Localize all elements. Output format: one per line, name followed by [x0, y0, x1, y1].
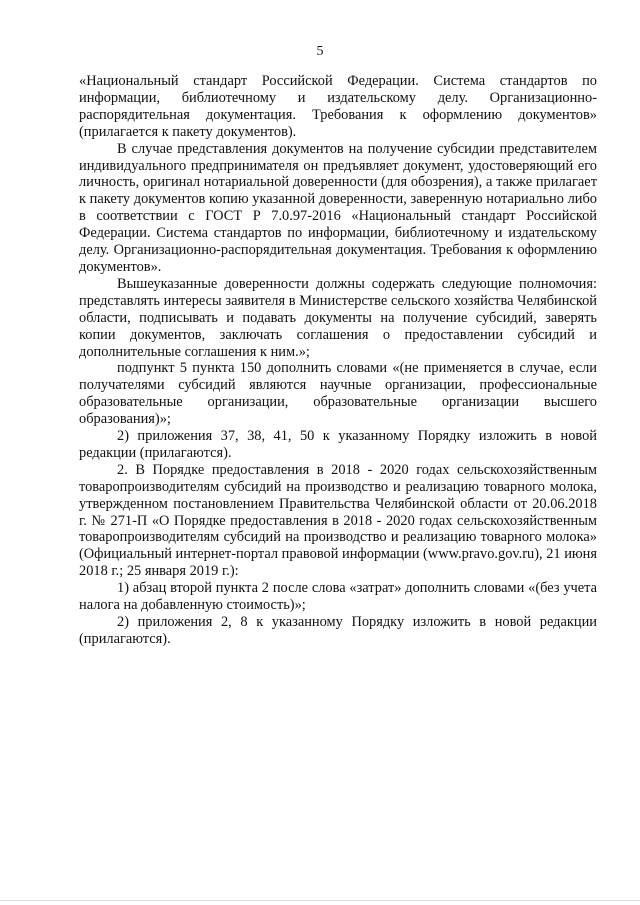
page-number: 5 [316, 44, 324, 59]
paragraph: «Национальный стандарт Российской Федерации. Система стандартов по информации, библиотечному и издательскому делу. Организационно-распорядительная документация. Требования к оформлению документов» (прилагается к пакету документов). [79, 73, 597, 140]
page-bottom-edge [0, 900, 640, 901]
paragraph: 1) абзац второй пункта 2 после слова «затрат» дополнить словами «(без учета налога на добавленную стоимость)»; [79, 580, 597, 614]
paragraph: подпункт 5 пункта 150 дополнить словами «(не применяется в случае, если получателями субсидий являются научные организации, профессиональные образовательные организации, образовательные организации высшего образования)»; [79, 360, 597, 428]
paragraph: 2. В Порядке предоставления в 2018 - 2020 годах сельскохозяйственным товаропроизводителям субсидий на производство и реализацию товарного молока, утвержденном постановлением Правительства Челябинской области от 20.06.2018 г. № 271-П «О Порядке предоставления в 2018 - 2020 годах сельскохозяйственным товаропроизводителям субсидий на производство и реализацию товарного молока» (Официальный интернет-портал правовой информации (www.pravo.gov.ru), 21 июня 2018 г.; 25 января 2019 г.): [79, 461, 597, 580]
paragraph: 2) приложения 2, 8 к указанному Порядку изложить в новой редакции (прилагаются). [79, 614, 597, 647]
document-body [79, 73, 597, 648]
paragraph: 2) приложения 37, 38, 41, 50 к указанному Порядку изложить в новой редакции (прилагаются). [79, 428, 597, 461]
paragraph: Вышеуказанные доверенности должны содержать следующие полномочия: представлять интересы заявителя в Министерстве сельского хозяйства Челябинской области, подписывать и подавать документы на получение субсидий, заверять копии документов, заключать соглашения о предоставлении субсидий и дополнительные соглашения к ним.»; [79, 275, 597, 360]
paragraph: В случае представления документов на получение субсидии представителем индивидуального предпринимателя он предъявляет документ, удостоверяющий его личность, оригинал нотариальной доверенности (для обозрения), а также прилагает к пакету документов копию указанной доверенности, заверенную нотариально либо в соответствии с ГОСТ Р 7.0.97-2016 «Национальный стандарт Российской Федерации. Система стандартов по информации, библиотечному и издательскому делу. Организационно-распорядительная документация. Требования к оформлению документов». [79, 140, 597, 275]
